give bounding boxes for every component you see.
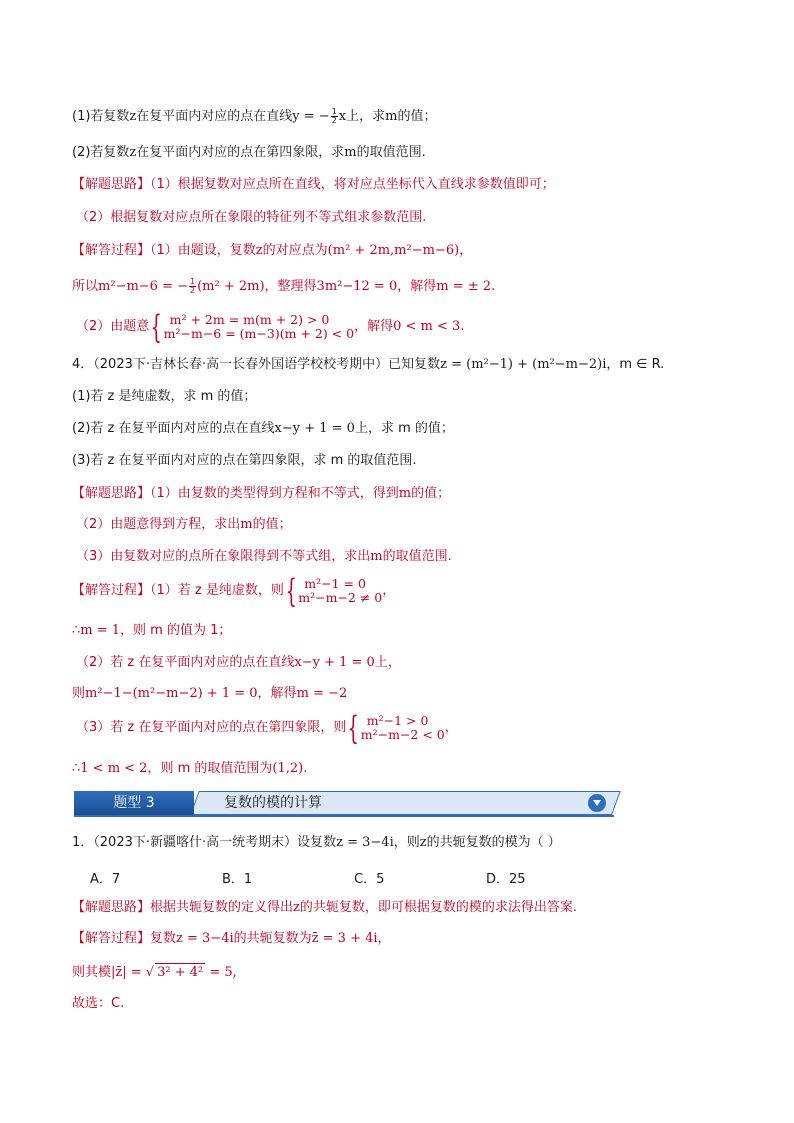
solution-step: 则其模|z̄| = √ 3² + 4² = 5,: [72, 965, 237, 980]
solution-idea-2: （2）由题意得到方程，求出m的值；: [76, 517, 292, 532]
solution-step: 所以m²−m−6 = − $\frac{1}{2}$ (m² + 2m)，整理得3m²−12 = 0，解得m = ± 2.: [72, 277, 496, 295]
solution-idea: 【解题思路】根据共轭复数的定义得出z的共轭复数，即可根据复数的模的求法得出答案.: [72, 900, 578, 915]
q-prev-part2: (2)若复数z在复平面内对应的点在第四象限，求m的取值范围.: [72, 145, 426, 160]
tag-idea: 【解题思路】: [72, 177, 151, 192]
solution-step: （3）若 z 在复平面内对应的点在第四象限，则{ m²−1 > 0 m²−m−2 < 0 ，: [76, 709, 458, 747]
solution-step: （2）由题意{ m² + 2m = m(m + 2) > 0 m²−m−6 = (m−3)(m + 2) < 0 ，解得0 < m < 3.: [76, 308, 465, 346]
fraction: $\frac{1}{2}$: [190, 277, 196, 295]
fraction: $\frac{1}{2}$: [331, 107, 337, 125]
q4-part3: (3)若 z 在复平面内对应的点在第四象限，求 m 的取值范围.: [72, 453, 417, 468]
option-c: C．5: [354, 872, 385, 887]
question-4-head: 4．（2023下·吉林长春·高一长春外国语学校校考期中）已知复数z = (m²−1) + (m²−m−2)i，m ∈ R.: [72, 357, 665, 372]
solution-idea: 【解题思路】（1）根据复数对应点所在直线，将对应点坐标代入直线求参数值即可；: [72, 177, 555, 192]
tag-idea: 【解题思路】: [72, 900, 151, 915]
solution-idea-2: （2）根据复数对应点所在象限的特征列不等式组求参数范围.: [76, 210, 427, 225]
inequality-system: m² + 2m = m(m + 2) > 0 m²−m−6 = (m−3)(m + 2) < 0: [163, 312, 355, 341]
sqrt-sign: √: [145, 965, 155, 980]
inequality-system: m²−1 > 0 m²−m−2 < 0: [360, 713, 445, 742]
option-d: D．25: [486, 872, 526, 887]
tag-process: 【解答过程】: [72, 931, 151, 946]
solution-process: 【解答过程】（1）由题设，复数z的对应点为(m² + 2m,m²−m−6)，: [72, 243, 473, 258]
option-a: A．7: [90, 872, 121, 887]
q4-part2: (2)若 z 在复平面内对应的点在直线x−y + 1 = 0上，求 m 的值；: [72, 421, 454, 436]
equation-system: m²−1 = 0 m²−m−2 ≠ 0: [298, 576, 383, 605]
solution-step: ∴m = 1，则 m 的值为 1；: [72, 623, 232, 638]
brace: {: [285, 572, 297, 610]
solution-process: 【解答过程】复数z = 3−4i的共轭复数为z̄ = 3 + 4i，: [72, 931, 391, 946]
section-banner: [74, 791, 614, 815]
banner-underline: [74, 815, 614, 817]
q4-part1: (1)若 z 是纯虚数，求 m 的值；: [72, 389, 257, 404]
brace: {: [347, 709, 360, 747]
tag-process: 【解答过程】: [72, 243, 151, 258]
banner-label: 题型 3: [113, 795, 155, 811]
brace: {: [150, 308, 163, 346]
solution-step: ∴1 < m < 2，则 m 的取值范围为(1,2).: [72, 761, 308, 776]
tag-idea: 【解题思路】: [72, 486, 151, 501]
solution-step: （2）若 z 在复平面内对应的点在直线x−y + 1 = 0上，: [76, 655, 401, 670]
tag-process: 【解答过程】: [72, 583, 151, 598]
solution-step: 则m²−1−(m²−m−2) + 1 = 0，解得m = −2: [72, 686, 348, 701]
solution-process: 【解答过程】（1）若 z 是纯虚数，则{ m²−1 = 0 m²−m−2 ≠ 0 ，: [72, 572, 396, 610]
chevron-down-icon[interactable]: [588, 794, 606, 812]
solution-idea: 【解题思路】（1）由复数的类型得到方程和不等式，得到m的值；: [72, 486, 451, 501]
answer: 故选：C.: [72, 996, 125, 1011]
q-prev-part1: (1)若复数z在复平面内对应的点在直线y = − $\frac{1}{2}$ x上，求m的值；: [72, 107, 437, 125]
question-1-head: 1．（2023下·新疆喀什·高一统考期末）设复数z = 3−4i，则z的共轭复数的模为（ ）: [72, 835, 561, 850]
banner-title: 复数的模的计算: [224, 795, 322, 811]
solution-idea-3: （3）由复数对应的点所在象限得到不等式组，求出m的取值范围.: [76, 549, 452, 564]
option-b: B．1: [222, 872, 253, 887]
